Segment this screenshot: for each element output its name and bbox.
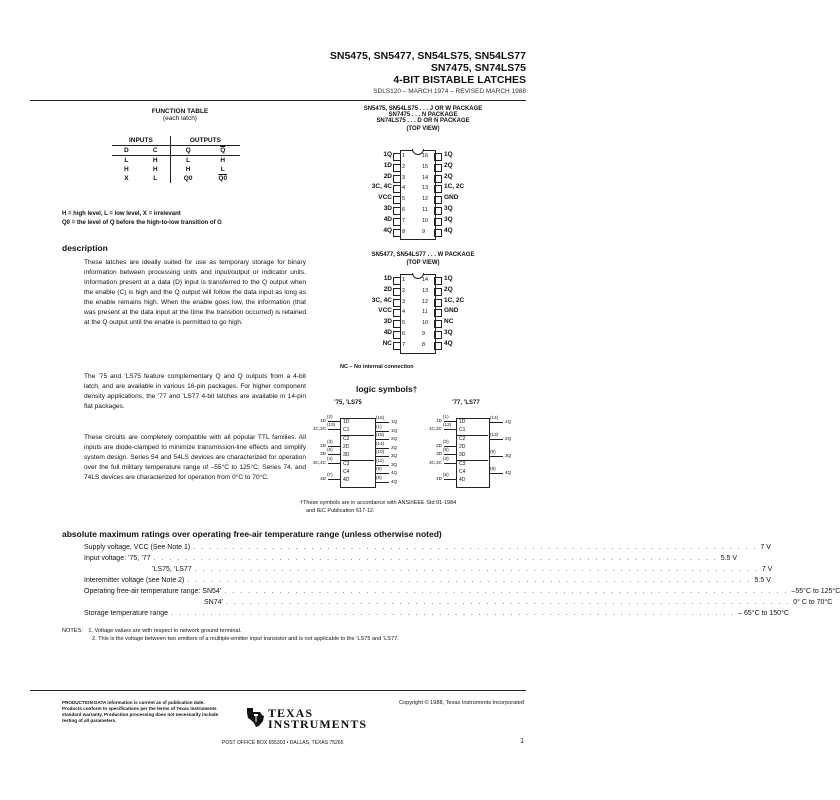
logic-out-label: 4Q	[505, 470, 512, 475]
function-table	[112, 136, 240, 183]
pin-number: 2	[402, 287, 406, 294]
rating-leader: . . . . . . . . . . . . . . . . . . . . . . . . . . . . . . . . . . . . . . . . . . . . . . . . . . . . . . . . . . . . . . . . . . . . . . . .	[194, 566, 759, 573]
rating-leader: . . . . . . . . . . . . . . . . . . . . . . . . . . . . . . . . . . . . . . . . . . . . . . . . . . . . . . . . . . . . . . . . . . . . . . . .	[187, 577, 752, 584]
logic-out-label: 1Q	[391, 419, 398, 424]
legend-q0: Q0 = the level of Q before the high-to-low transition of G	[62, 220, 222, 226]
package1-line3: SN74LS75 . . . D OR N PACKAGE	[376, 118, 470, 124]
table-row	[112, 165, 240, 174]
pin-label-right: GND	[444, 307, 459, 315]
logic-in-num: (6)	[327, 447, 333, 453]
pin-number: 4	[402, 185, 406, 192]
rating-row	[84, 555, 738, 566]
cell: X	[124, 175, 129, 182]
logic-out-line	[489, 473, 503, 474]
pin-stub	[434, 331, 442, 339]
pin-number: 12	[422, 298, 429, 305]
ti-wordmark-line2: INSTRUMENTS	[268, 717, 368, 731]
logic-box-divider	[456, 435, 488, 436]
rating-value: –55°C to 125°C	[791, 588, 840, 595]
logic-in-num: (5)	[443, 447, 449, 453]
pin-stub	[434, 207, 442, 215]
rating-row	[84, 610, 789, 621]
outputs-header: OUTPUTS	[170, 136, 240, 146]
pin-number: 7	[402, 217, 406, 224]
copyright: Copyright © 1988, Texas Instruments Incorporated	[399, 700, 524, 706]
rating-value: 5.5 V	[720, 555, 738, 562]
pin-label-right: 1C, 2C	[444, 296, 465, 304]
pin-label-left: 1D	[383, 275, 392, 282]
logic-box-label: C4	[459, 468, 466, 475]
function-table-block	[110, 108, 250, 122]
notes-label: NOTES:	[62, 628, 83, 634]
pin-number: 1	[402, 153, 406, 159]
logic-out-line	[489, 439, 503, 440]
notes-block	[62, 628, 399, 642]
ti-logo	[244, 706, 266, 733]
pin-label-left: 4Q	[383, 226, 392, 234]
function-table-title: FUNCTION TABLE	[151, 108, 209, 115]
logic-box-divider	[340, 460, 374, 461]
pin-number: 5	[402, 320, 406, 327]
logic-box-label: 2D	[343, 443, 350, 450]
logic-in-label: 1C,2C	[312, 426, 326, 432]
logic-out-line	[489, 456, 503, 457]
page-number: 1	[520, 738, 524, 745]
logic-symbols-heading: logic symbols†	[356, 384, 418, 394]
logic-out-num: (13)	[490, 432, 499, 437]
ti-state-icon	[244, 706, 266, 728]
pin-label-right: 2Q	[444, 161, 453, 169]
cell: L	[124, 157, 129, 164]
pin-label-left: 3D	[383, 318, 392, 326]
pin-number: 11	[422, 309, 428, 316]
pin-stub	[393, 185, 401, 193]
pin-label-left: NC	[382, 339, 392, 347]
rating-label: Input voltage: ’75, ’77	[84, 555, 151, 562]
pin-label-left: 4D	[383, 215, 392, 223]
description-p3: These circuits are completely compatible with all popular TTL families. All inputs are diode-clamped to minimize transmission-line effects and simplify system design. Series 54 and 54LS devices are characterized for operation over the full military temperature range of –55°C to 125°C; Series 74, and 74LS devices are characterized for operation from 0°C to 70°C.	[84, 434, 306, 481]
header-title: 4-BIT BISTABLE LATCHES	[393, 74, 526, 86]
cell: H	[124, 166, 129, 173]
pin-label-right: GND	[444, 194, 459, 202]
pin-label-right: 3Q	[444, 215, 453, 223]
logic-box-label: 4D	[343, 477, 350, 484]
logic-in-num: (4)	[327, 455, 333, 461]
rating-leader: . . . . . . . . . . . . . . . . . . . . . . . . . . . . . . . . . . . . . . . . . . . . . . . . . . . . . . . . . . . . . . . . . . . . . . . .	[224, 588, 789, 595]
logic-box-label: C2	[343, 435, 350, 442]
logic-out-line	[489, 422, 503, 423]
cell: L	[186, 157, 191, 164]
col-q: Q	[170, 146, 205, 156]
pin-stub	[434, 218, 442, 226]
pin-label-left: 3D	[383, 205, 392, 212]
logic-in-line	[444, 429, 456, 430]
logic-in-num: (3)	[443, 455, 449, 461]
pin-number: 3	[402, 174, 406, 181]
rating-label: Supply voltage, VCC (See Note 1)	[84, 544, 191, 551]
header-rule	[30, 100, 526, 101]
package2-pinout	[360, 274, 480, 354]
pin-number: 8	[402, 228, 406, 235]
pin-number: 9	[422, 228, 426, 235]
pin-label-left: 1Q	[383, 151, 392, 158]
logic-symbol1-title: ’75, ’LS75	[334, 400, 362, 406]
logic-out-label: 2Q	[391, 436, 398, 441]
rating-label: Interemitter voltage (see Note 2)	[84, 577, 185, 584]
pin-label-left: VCC	[378, 194, 392, 202]
package1-line2: SN7475 . . . N PACKAGE	[388, 112, 458, 118]
cell: H	[141, 156, 171, 166]
description-heading: description	[62, 243, 108, 253]
logic-in-label: 3C,4C	[428, 459, 442, 465]
logic-symbol2-title: ’77, ’LS77	[452, 400, 480, 406]
package1-line1: SN5475, SN54LS75 . . . J OR W PACKAGE	[363, 106, 483, 112]
pin-label-right: 1Q	[444, 275, 453, 282]
logic-in-line	[444, 479, 456, 480]
pin-stub	[434, 299, 442, 307]
pin-stub	[434, 288, 442, 296]
logic-in-num: (3)	[327, 438, 333, 444]
description-p1: These latches are ideally suited for use as temporary storage for binary information between processing units and input/output or indicator units. Information present at a data (D) input is transferred to the Q output when the enable (C) is high and the Q output will follow the data input as long as the enable remains high. When the enable goes low, the information (that was present at the data input at the time the transition occurred) is retained at the Q output until the enable is permitted to go high.	[84, 259, 306, 326]
nc-note: NC – No internal connection	[340, 364, 414, 370]
ratings-list	[84, 544, 840, 621]
document-header	[330, 50, 526, 98]
package1-view: (TOP VIEW)	[406, 126, 440, 132]
header-doc-id: SDLS120 – MARCH 1974 – REVISED MARCH 1988	[373, 88, 526, 95]
package1-title-block	[320, 106, 526, 132]
ti-wordmark	[268, 708, 367, 730]
logic-out-line	[375, 482, 389, 483]
rating-value: – 65°C to 150°C	[738, 610, 789, 617]
pin-stub	[434, 175, 442, 183]
logic-in-label: 1D	[320, 418, 326, 423]
rating-leader: . . . . . . . . . . . . . . . . . . . . . . . . . . . . . . . . . . . . . . . . . . . . . . . . . . . . . . . . . . . . . . . . . . . . . . . .	[193, 544, 758, 551]
description-p2: The ’75 and ’LS75 feature complementary Q and Q outputs from a 4-bit latch, and are available in various 16-pin packages. For higher component density applications, the ’77 and ’LS77 4-bit latches are available in 14-pin flat packages.	[84, 373, 306, 410]
logic-out-num: (10)	[376, 449, 385, 454]
logic-in-label: 1D	[436, 418, 442, 423]
cell: H	[220, 157, 226, 164]
logic-out-num: (8)	[376, 474, 382, 480]
pin-label-right: 4Q	[444, 226, 453, 234]
pin-stub	[434, 277, 442, 285]
rating-leader: . . . . . . . . . . . . . . . . . . . . . . . . . . . . . . . . . . . . . . . . . . . . . . . . . . . . . . . . . . . . . . . . . . . . . . . .	[153, 555, 718, 562]
package2-title-block	[320, 252, 526, 266]
pin-stub	[393, 299, 401, 307]
table-row	[112, 156, 240, 166]
package1-pinout	[360, 150, 480, 240]
pin-number: 9	[422, 331, 426, 337]
pin-label-right: NC	[444, 318, 454, 326]
logic-footnote-1: †These symbols are in accordance with ANSI/IEEE Std 91-1984	[300, 500, 457, 506]
pin-label-left: 2D	[383, 285, 392, 293]
rating-label: SN74’	[204, 599, 224, 606]
pin-number: 7	[402, 341, 406, 348]
logic-in-label: 3D	[320, 451, 326, 457]
table-row	[112, 174, 240, 183]
logic-out-num: (15)	[376, 432, 385, 437]
cell: L	[220, 166, 225, 173]
pin-number: 14	[422, 277, 429, 283]
logic-box-label: 1D	[459, 419, 466, 425]
pin-label-right: 4Q	[444, 339, 453, 347]
pin-number: 5	[402, 196, 406, 203]
pin-number: 11	[422, 207, 428, 213]
logic-box-label: C1	[343, 427, 350, 434]
logic-box-label: C3	[343, 460, 350, 467]
pin-stub	[393, 175, 401, 183]
rating-row	[84, 544, 771, 555]
pin-label-right: 2Q	[444, 285, 453, 293]
ti-wordmark-line1: TEXAS	[268, 706, 314, 720]
header-part-numbers-1: SN5475, SN5477, SN54LS75, SN54LS77	[329, 50, 526, 62]
pin-label-right: 3Q	[444, 329, 453, 336]
pin-number: 12	[422, 196, 429, 203]
pin-stub	[393, 218, 401, 226]
pin-number: 3	[402, 298, 406, 305]
logic-box-divider	[456, 460, 488, 461]
pin-number: 4	[402, 309, 406, 316]
logic-out-num: (16)	[376, 415, 385, 420]
logic-in-line	[328, 429, 340, 430]
logic-in-num: (7)	[327, 472, 333, 478]
chip-body	[400, 150, 436, 240]
logic-out-label: 3Q	[391, 461, 398, 467]
pin-stub	[393, 342, 401, 350]
logic-footnote-2: and IEC Publication 617-12.	[306, 508, 375, 514]
pin-stub	[393, 288, 401, 296]
cell: Q0	[183, 175, 193, 182]
logic-in-line	[328, 479, 340, 480]
ti-address: POST OFFICE BOX 655303 • DALLAS, TEXAS 75265	[222, 740, 344, 746]
rating-value: 7 V	[760, 544, 771, 551]
logic-footnote	[300, 499, 456, 515]
cell: Q0	[218, 175, 228, 182]
package2-view: (TOP VIEW)	[406, 260, 440, 266]
inputs-header: INPUTS	[112, 136, 170, 146]
chip-body	[400, 274, 436, 354]
rating-label: ’LS75, ’LS77	[152, 566, 192, 573]
logic-in-line	[328, 463, 340, 464]
pin-label-right: 2Q	[444, 172, 453, 180]
logic-symbol-75	[296, 412, 418, 492]
rating-row	[84, 577, 771, 588]
logic-box-divider	[340, 435, 374, 436]
cell: H	[185, 166, 191, 173]
logic-in-num: (2)	[327, 414, 333, 419]
logic-in-label: 2D	[320, 442, 326, 448]
pin-stub	[393, 229, 401, 237]
pin-number: 10	[422, 217, 429, 224]
logic-in-label: 2D	[436, 442, 442, 448]
logic-in-num: (2)	[443, 438, 449, 444]
pin-stub	[393, 277, 401, 285]
logic-out-label: 2Q	[391, 444, 398, 450]
rating-leader: . . . . . . . . . . . . . . . . . . . . . . . . . . . . . . . . . . . . . . . . . . . . . . . . . . . . . . . . . . . . . . . . . . . . . . . .	[226, 599, 791, 606]
logic-box-label: C3	[459, 460, 466, 467]
rating-row	[84, 588, 840, 599]
pin-label-left: 3C, 4C	[371, 183, 392, 191]
pin-stub	[393, 153, 401, 161]
pin-label-left: 2D	[383, 172, 392, 180]
function-table-legend	[62, 211, 222, 226]
header-part-numbers-2: SN7475, SN74LS75	[430, 62, 526, 74]
logic-out-label: 4Q	[391, 470, 398, 475]
logic-out-label: 3Q	[505, 453, 512, 458]
pin-stub	[434, 185, 442, 193]
rating-value: 5.5 V	[754, 577, 771, 584]
col-qbar: $\overline{Q}$	[206, 146, 241, 156]
logic-in-num: (12)	[443, 422, 452, 428]
logic-box-label: 3D	[459, 452, 466, 459]
note-2: 2. This is the voltage between two emitters of a multiple-emitter input transistor and is not applicable to the ’LS75 and ’LS77.	[92, 636, 399, 642]
pin-label-left: 4D	[383, 329, 392, 336]
note-1: 1. Voltage values are with respect to network ground terminal.	[88, 628, 242, 634]
pin-stub	[393, 331, 401, 339]
rating-value: 0° C to 70°C	[793, 599, 833, 606]
rating-row	[84, 566, 773, 577]
pin-number: 16	[422, 153, 429, 159]
pin-label-right: 3Q	[444, 205, 453, 212]
pin-number: 2	[402, 163, 406, 170]
logic-in-num: (1)	[443, 414, 449, 419]
logic-out-num: (11)	[376, 457, 384, 463]
logic-box-label: C4	[343, 468, 350, 475]
pin-stub	[393, 309, 401, 317]
pin-stub	[393, 164, 401, 172]
pin-label-left: 1D	[383, 161, 392, 169]
rating-value: 7 V	[761, 566, 773, 573]
col-c: C	[141, 146, 171, 156]
pin-stub	[434, 342, 442, 350]
logic-out-num: (14)	[490, 415, 499, 420]
logic-out-num: (1)	[376, 423, 382, 429]
pin-number: 13	[422, 185, 429, 192]
logic-in-label: 1C,2C	[428, 426, 442, 432]
footer-rule	[30, 690, 526, 691]
pin-stub	[434, 320, 442, 328]
pin-stub	[434, 164, 442, 172]
rating-label: Operating free-air temperature range: SN54’	[84, 588, 222, 595]
ratings-heading: absolute maximum ratings over operating free-air temperature range (unless otherwise noted)	[62, 529, 442, 539]
function-table-subtitle: (each latch)	[163, 115, 197, 122]
logic-out-label: 1Q	[505, 419, 512, 424]
logic-in-num: (13)	[327, 422, 336, 428]
rating-row	[84, 599, 833, 610]
pin-label-left: 3C, 4C	[371, 296, 392, 304]
logic-box-label: 4D	[459, 477, 466, 484]
pin-label-right: 1Q	[444, 151, 453, 158]
pin-number: 6	[402, 207, 406, 213]
logic-out-num: (9)	[490, 449, 496, 454]
pin-stub	[393, 196, 401, 204]
pin-stub	[393, 320, 401, 328]
production-data-notice: PRODUCTION DATA information is current as of publication date. Products conform to specifications per the terms of Texas Instruments standard warranty. Production processing does not necessarily include testing of all parameters.	[62, 700, 219, 723]
logic-in-label: 4D	[436, 476, 442, 482]
pin-label-right: 1C, 2C	[444, 183, 465, 191]
legend-levels: H = high level, L = low level, X = irrelevant	[62, 211, 181, 217]
rating-leader: . . . . . . . . . . . . . . . . . . . . . . . . . . . . . . . . . . . . . . . . . . . . . . . . . . . . . . . . . . . . . . . . . . . . . . . .	[171, 610, 736, 617]
pin-stub	[434, 309, 442, 317]
logic-box-label: 1D	[343, 419, 350, 425]
pin-stub	[434, 196, 442, 204]
logic-in-label: 3D	[436, 451, 442, 457]
pin-number: 10	[422, 320, 429, 327]
logic-out-label: 1Q	[391, 427, 398, 433]
logic-in-label: 3C,4C	[312, 459, 326, 465]
cell: H	[141, 165, 171, 174]
logic-out-label: 2Q	[505, 436, 512, 441]
pin-number: 6	[402, 331, 406, 337]
logic-out-num: (14)	[376, 440, 385, 446]
pin-number: 13	[422, 287, 429, 294]
rating-label: Storage temperature range	[84, 610, 169, 617]
package2-line1: SN5477, SN54LS77 . . . W PACKAGE	[371, 252, 475, 258]
pin-number: 15	[422, 163, 429, 170]
pin-label-left: VCC	[378, 307, 392, 315]
logic-box-label: 3D	[343, 452, 350, 459]
pin-number: 1	[402, 277, 406, 283]
logic-out-label: 4Q	[391, 478, 398, 484]
logic-out-num: (8)	[490, 466, 496, 471]
logic-out-label: 3Q	[391, 453, 398, 458]
logic-in-num: (6)	[443, 472, 449, 478]
pin-stub	[434, 153, 442, 161]
pin-number: 14	[422, 174, 429, 181]
logic-box-label: C1	[459, 427, 466, 434]
logic-in-line	[444, 463, 456, 464]
logic-box-label: 2D	[459, 443, 466, 450]
logic-box-label: C2	[459, 435, 466, 442]
pin-number: 8	[422, 341, 426, 348]
logic-out-num: (9)	[376, 466, 382, 471]
pin-stub	[434, 229, 442, 237]
cell: L	[141, 174, 171, 183]
pin-stub	[393, 207, 401, 215]
logic-in-label: 4D	[320, 476, 326, 482]
col-d: D	[112, 146, 141, 156]
logic-symbol-77	[424, 412, 534, 492]
